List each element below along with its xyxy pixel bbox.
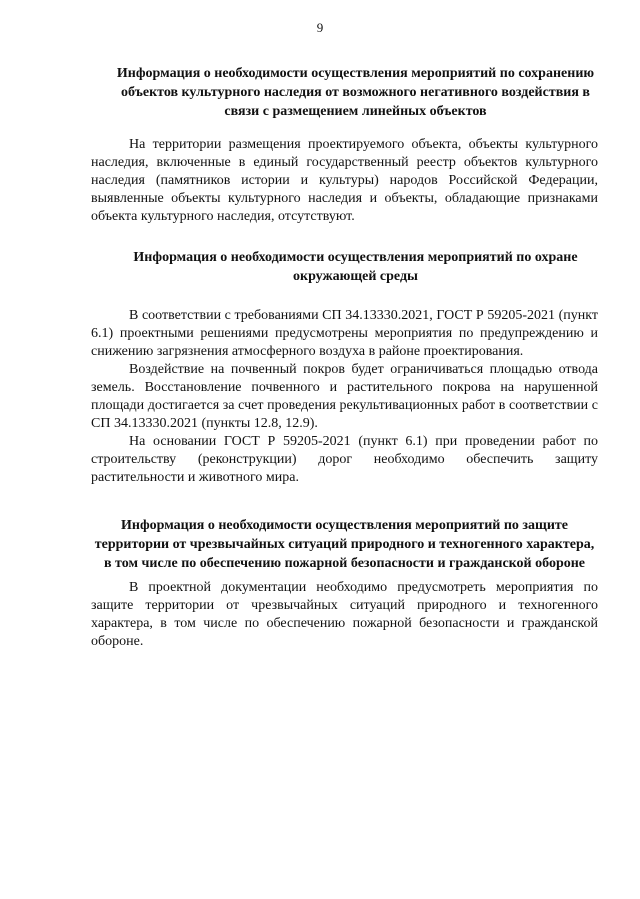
section-environment [91,248,598,487]
page-number: 9 [316,20,324,35]
paragraph: В соответствии с требованиями СП 34.13330.2021, ГОСТ Р 59205-2021 (пункт 6.1) проектными решениями предусмотрены мероприятия по предупреждению и снижению загрязнения атмосферного воздуха в районе проектирования. [91,308,598,359]
paragraph: Воздействие на почвенный покров будет ограничиваться площадью отвода земель. Восстановление почвенного и растительного покрова на нарушенной площади достигается за счет проведения рекультивационных работ в соответствии с СП 34.13330.2021 (пункты 12.8, 12.9). [91,362,598,431]
paragraph: На основании ГОСТ Р 59205-2021 (пункт 6.1) при проведении работ по строительству (реконструкции) дорог необходимо обеспечить защиту растительности и животного мира. [91,434,598,485]
section-emergency [91,516,598,651]
section-heading: Информация о необходимости осуществления мероприятий по защите территории от чрезвычайных ситуаций природного и техногенного характера, в том числе по обеспечению пожарной безопасности и гражданской обороне [94,518,595,571]
section-heading: Информация о необходимости осуществления мероприятий по сохранению объектов культурного наследия от возможного негативного воздействия в связи с размещением линейных объектов [116,66,595,119]
paragraph: В проектной документации необходимо предусмотреть мероприятия по защите территории от чрезвычайных ситуаций природного и техногенного характера, в том числе по обеспечению пожарной безопасности и гражданской обороне. [91,580,598,649]
section-heading: Информация о необходимости осуществления мероприятий по охране окружающей среды [133,250,578,284]
section-cultural-heritage [91,64,598,226]
document-body [91,64,598,651]
paragraph: На территории размещения проектируемого объекта, объекты культурного наследия, включенные в единый государственный реестр объектов культурного наследия (памятников истории и культуры) народов Российской Федерации, выявленные объекты культурного наследия и объекты, обладающие признаками объекта культурного наследия, отсутствуют. [91,137,598,224]
